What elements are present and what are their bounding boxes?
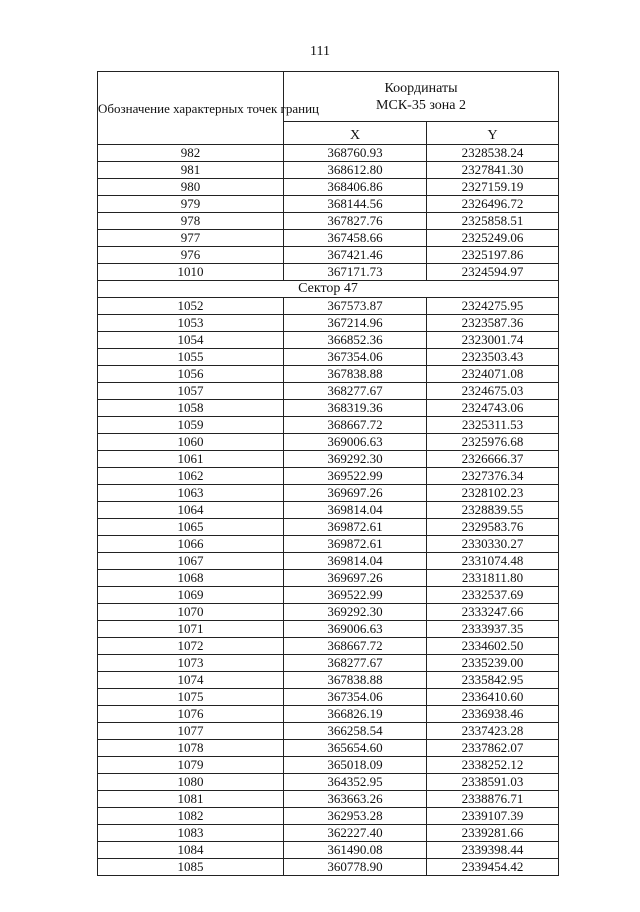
y-coordinate-cell: 2334602.50 (427, 638, 559, 655)
point-id-cell: 1066 (98, 536, 284, 553)
table-row (98, 179, 559, 196)
y-coordinate-cell: 2337423.28 (427, 723, 559, 740)
x-coordinate-cell: 368667.72 (284, 638, 427, 655)
y-coordinate-cell: 2330330.27 (427, 536, 559, 553)
y-coordinate-cell: 2324275.95 (427, 298, 559, 315)
y-coordinate-cell: 2326666.37 (427, 451, 559, 468)
point-id-cell: 1061 (98, 451, 284, 468)
table-row (98, 706, 559, 723)
x-coordinate-cell: 369522.99 (284, 587, 427, 604)
table-row (98, 553, 559, 570)
table-row (98, 230, 559, 247)
point-id-cell: 980 (98, 179, 284, 196)
point-id-cell: 1064 (98, 502, 284, 519)
y-coordinate-cell: 2339281.66 (427, 825, 559, 842)
x-coordinate-cell: 367354.06 (284, 689, 427, 706)
header-coordinate-system: МСК-35 зона 2 (376, 97, 466, 113)
point-id-cell: 1081 (98, 791, 284, 808)
y-coordinate-cell: 2337862.07 (427, 740, 559, 757)
table-row (98, 502, 559, 519)
y-coordinate-cell: 2324743.06 (427, 400, 559, 417)
point-id-cell: 1010 (98, 264, 284, 281)
y-coordinate-cell: 2325976.68 (427, 434, 559, 451)
y-coordinate-cell: 2328839.55 (427, 502, 559, 519)
table-row (98, 570, 559, 587)
y-coordinate-cell: 2327376.34 (427, 468, 559, 485)
x-coordinate-cell: 369872.61 (284, 519, 427, 536)
point-id-cell: 1054 (98, 332, 284, 349)
y-coordinate-cell: 2333937.35 (427, 621, 559, 638)
point-id-cell: 1076 (98, 706, 284, 723)
y-coordinate-cell: 2324071.08 (427, 366, 559, 383)
y-coordinate-cell: 2336410.60 (427, 689, 559, 706)
point-id-cell: 1065 (98, 519, 284, 536)
x-coordinate-cell: 367214.96 (284, 315, 427, 332)
table-row (98, 383, 559, 400)
y-coordinate-cell: 2331074.48 (427, 553, 559, 570)
y-coordinate-cell: 2338876.71 (427, 791, 559, 808)
header-coordinates (284, 72, 559, 122)
point-id-cell: 1063 (98, 485, 284, 502)
table-row (98, 162, 559, 179)
header-x: X (284, 122, 427, 145)
point-id-cell: 1068 (98, 570, 284, 587)
point-id-cell: 982 (98, 145, 284, 162)
y-coordinate-cell: 2328538.24 (427, 145, 559, 162)
point-id-cell: 1078 (98, 740, 284, 757)
point-id-cell: 1053 (98, 315, 284, 332)
x-coordinate-cell: 367171.73 (284, 264, 427, 281)
table-row (98, 366, 559, 383)
table-row (98, 332, 559, 349)
x-coordinate-cell: 366852.36 (284, 332, 427, 349)
table-row (98, 468, 559, 485)
table-row (98, 859, 559, 876)
table-row (98, 451, 559, 468)
x-coordinate-cell: 369522.99 (284, 468, 427, 485)
header-designation: Обозначение характерных точек границ (98, 72, 284, 145)
x-coordinate-cell: 369006.63 (284, 434, 427, 451)
table-row (98, 842, 559, 859)
table-row (98, 417, 559, 434)
x-coordinate-cell: 367421.46 (284, 247, 427, 264)
table-row (98, 264, 559, 281)
y-coordinate-cell: 2325197.86 (427, 247, 559, 264)
x-coordinate-cell: 369872.61 (284, 536, 427, 553)
table-header (98, 72, 559, 145)
x-coordinate-cell: 368612.80 (284, 162, 427, 179)
table-row (98, 672, 559, 689)
y-coordinate-cell: 2324594.97 (427, 264, 559, 281)
point-id-cell: 1056 (98, 366, 284, 383)
y-coordinate-cell: 2329583.76 (427, 519, 559, 536)
x-coordinate-cell: 368760.93 (284, 145, 427, 162)
table-row (98, 434, 559, 451)
x-coordinate-cell: 369697.26 (284, 570, 427, 587)
table-row (98, 519, 559, 536)
point-id-cell: 1073 (98, 655, 284, 672)
x-coordinate-cell: 364352.95 (284, 774, 427, 791)
x-coordinate-cell: 362227.40 (284, 825, 427, 842)
table-row (98, 298, 559, 315)
table-row (98, 315, 559, 332)
x-coordinate-cell: 362953.28 (284, 808, 427, 825)
point-id-cell: 1072 (98, 638, 284, 655)
table-row (98, 825, 559, 842)
point-id-cell: 1070 (98, 604, 284, 621)
sector-section (98, 281, 559, 298)
point-id-cell: 977 (98, 230, 284, 247)
x-coordinate-cell: 367827.76 (284, 213, 427, 230)
table-row (98, 740, 559, 757)
point-id-cell: 1059 (98, 417, 284, 434)
coordinates-table (97, 71, 559, 876)
y-coordinate-cell: 2323587.36 (427, 315, 559, 332)
point-id-cell: 976 (98, 247, 284, 264)
x-coordinate-cell: 368319.36 (284, 400, 427, 417)
y-coordinate-cell: 2323503.43 (427, 349, 559, 366)
x-coordinate-cell: 365018.09 (284, 757, 427, 774)
y-coordinate-cell: 2325249.06 (427, 230, 559, 247)
y-coordinate-cell: 2338252.12 (427, 757, 559, 774)
point-id-cell: 1084 (98, 842, 284, 859)
y-coordinate-cell: 2325311.53 (427, 417, 559, 434)
table-row (98, 689, 559, 706)
point-id-cell: 1052 (98, 298, 284, 315)
y-coordinate-cell: 2323001.74 (427, 332, 559, 349)
x-coordinate-cell: 367838.88 (284, 672, 427, 689)
sector-label: Сектор 47 (98, 281, 559, 298)
point-id-cell: 1060 (98, 434, 284, 451)
x-coordinate-cell: 366826.19 (284, 706, 427, 723)
sector-row (98, 281, 559, 298)
table-row (98, 485, 559, 502)
table-body-bottom (98, 298, 559, 876)
table-row (98, 145, 559, 162)
x-coordinate-cell: 368144.56 (284, 196, 427, 213)
x-coordinate-cell: 366258.54 (284, 723, 427, 740)
x-coordinate-cell: 369292.30 (284, 451, 427, 468)
point-id-cell: 1077 (98, 723, 284, 740)
x-coordinate-cell: 368277.67 (284, 655, 427, 672)
point-id-cell: 979 (98, 196, 284, 213)
y-coordinate-cell: 2339454.42 (427, 859, 559, 876)
y-coordinate-cell: 2338591.03 (427, 774, 559, 791)
x-coordinate-cell: 368277.67 (284, 383, 427, 400)
y-coordinate-cell: 2324675.03 (427, 383, 559, 400)
y-coordinate-cell: 2335239.00 (427, 655, 559, 672)
y-coordinate-cell: 2327841.30 (427, 162, 559, 179)
x-coordinate-cell: 369814.04 (284, 502, 427, 519)
x-coordinate-cell: 367458.66 (284, 230, 427, 247)
point-id-cell: 978 (98, 213, 284, 230)
x-coordinate-cell: 361490.08 (284, 842, 427, 859)
point-id-cell: 981 (98, 162, 284, 179)
table-row (98, 349, 559, 366)
point-id-cell: 1058 (98, 400, 284, 417)
header-coordinates-title: Координаты (384, 80, 458, 96)
y-coordinate-cell: 2332537.69 (427, 587, 559, 604)
y-coordinate-cell: 2327159.19 (427, 179, 559, 196)
point-id-cell: 1055 (98, 349, 284, 366)
y-coordinate-cell: 2335842.95 (427, 672, 559, 689)
point-id-cell: 1080 (98, 774, 284, 791)
y-coordinate-cell: 2336938.46 (427, 706, 559, 723)
y-coordinate-cell: 2339398.44 (427, 842, 559, 859)
y-coordinate-cell: 2339107.39 (427, 808, 559, 825)
table-row (98, 400, 559, 417)
table-row (98, 723, 559, 740)
table-row (98, 604, 559, 621)
y-coordinate-cell: 2326496.72 (427, 196, 559, 213)
point-id-cell: 1062 (98, 468, 284, 485)
point-id-cell: 1067 (98, 553, 284, 570)
point-id-cell: 1071 (98, 621, 284, 638)
x-coordinate-cell: 365654.60 (284, 740, 427, 757)
header-y: Y (427, 122, 559, 145)
point-id-cell: 1075 (98, 689, 284, 706)
x-coordinate-cell: 367573.87 (284, 298, 427, 315)
x-coordinate-cell: 363663.26 (284, 791, 427, 808)
table-body-top (98, 145, 559, 281)
x-coordinate-cell: 369697.26 (284, 485, 427, 502)
table-row (98, 587, 559, 604)
x-coordinate-cell: 360778.90 (284, 859, 427, 876)
point-id-cell: 1057 (98, 383, 284, 400)
x-coordinate-cell: 369006.63 (284, 621, 427, 638)
x-coordinate-cell: 369814.04 (284, 553, 427, 570)
table-row (98, 621, 559, 638)
x-coordinate-cell: 368406.86 (284, 179, 427, 196)
x-coordinate-cell: 367354.06 (284, 349, 427, 366)
table-row (98, 808, 559, 825)
y-coordinate-cell: 2331811.80 (427, 570, 559, 587)
table-row (98, 655, 559, 672)
table-row (98, 757, 559, 774)
x-coordinate-cell: 368667.72 (284, 417, 427, 434)
table-row (98, 247, 559, 264)
table-row (98, 791, 559, 808)
point-id-cell: 1082 (98, 808, 284, 825)
page-number: 111 (310, 44, 330, 59)
table-row (98, 774, 559, 791)
point-id-cell: 1079 (98, 757, 284, 774)
point-id-cell: 1085 (98, 859, 284, 876)
point-id-cell: 1083 (98, 825, 284, 842)
point-id-cell: 1069 (98, 587, 284, 604)
table-row (98, 536, 559, 553)
x-coordinate-cell: 369292.30 (284, 604, 427, 621)
x-coordinate-cell: 367838.88 (284, 366, 427, 383)
y-coordinate-cell: 2325858.51 (427, 213, 559, 230)
table-row (98, 638, 559, 655)
table-row (98, 196, 559, 213)
table-row (98, 213, 559, 230)
y-coordinate-cell: 2333247.66 (427, 604, 559, 621)
point-id-cell: 1074 (98, 672, 284, 689)
y-coordinate-cell: 2328102.23 (427, 485, 559, 502)
